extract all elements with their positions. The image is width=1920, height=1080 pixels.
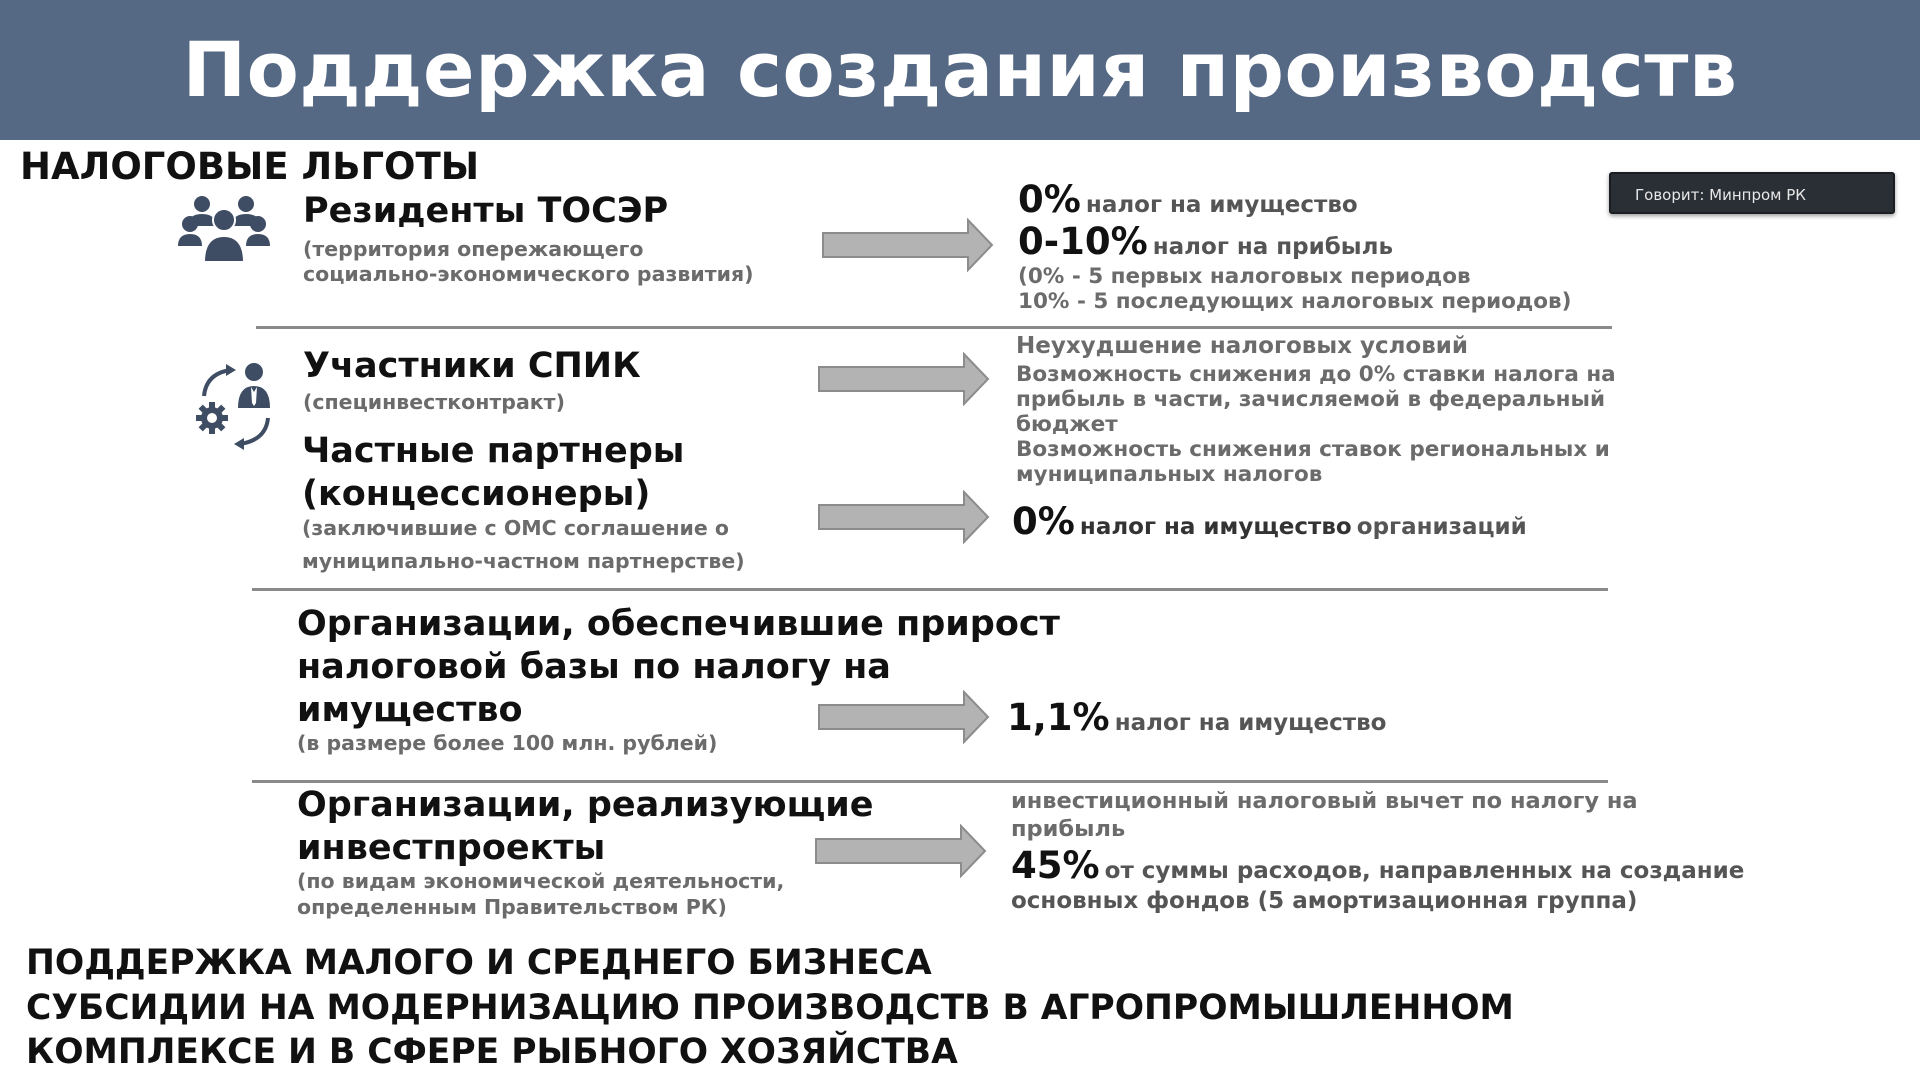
invest-subtitle-1: (по видам экономической деятельности, — [297, 869, 785, 893]
percent-value: 0-10% — [1018, 220, 1148, 263]
tosep-profit-tax — [1018, 220, 1393, 263]
partners-title-2: (концессионеры) — [302, 474, 651, 514]
spik-benefit-5: Возможность снижения ставок региональных и — [1016, 437, 1610, 462]
partners-title-1: Частные партнеры — [302, 431, 685, 471]
partners-subtitle-1: (заключившие с ОМС соглашение о — [302, 516, 729, 540]
percent-value: 0% — [1018, 178, 1081, 221]
tosep-subtitle-2: социально-экономического развития) — [303, 262, 754, 286]
percent-label: налог на прибыль — [1152, 234, 1393, 260]
invest-line-4: основных фондов (5 амортизационная группа) — [1011, 888, 1638, 914]
slide-header — [0, 0, 1920, 140]
percent-label: налог на имущество — [1085, 192, 1358, 218]
invest-line-1: инвестиционный налоговый вычет по налогу на — [1011, 788, 1638, 814]
tosep-note-2: 10% - 5 последующих налоговых периодов) — [1018, 289, 1572, 314]
spik-subtitle: (специнвестконтракт) — [303, 390, 565, 414]
slide-title: Поддержка создания производств — [182, 25, 1738, 114]
growth-title-3: имущество — [297, 690, 523, 730]
tosep-subtitle-1: (территория опережающего — [303, 237, 644, 261]
spik-benefit-4: бюджет — [1016, 412, 1118, 437]
arrow-right-icon — [818, 690, 990, 744]
speaker-indicator: Говорит: Минпром РК — [1609, 172, 1895, 214]
tosep-note-1: (0% - 5 первых налоговых периодов — [1018, 264, 1471, 289]
percent-value: 0% — [1012, 500, 1075, 543]
invest-title-1: Организации, реализующие — [297, 785, 874, 825]
spik-benefit-6: муниципальных налогов — [1016, 462, 1323, 487]
percent-value: 1,1% — [1007, 696, 1110, 739]
spik-benefit-3: прибыль в части, зачисляемой в федеральный — [1016, 387, 1606, 412]
divider — [252, 780, 1608, 783]
invest-deduction — [1011, 844, 1744, 887]
bottom-heading-sme: ПОДДЕРЖКА МАЛОГО И СРЕДНЕГО БИЗНЕСА — [26, 943, 932, 983]
percent-label: от суммы расходов, направленных на создание — [1104, 858, 1745, 884]
growth-title-2: налоговой базы по налогу на — [297, 647, 891, 687]
arrow-right-icon — [822, 218, 994, 272]
section-title: НАЛОГОВЫЕ ЛЬГОТЫ — [20, 145, 480, 188]
tosep-property-tax — [1018, 178, 1358, 221]
partners-property-tax — [1012, 500, 1527, 543]
manager-cycle-icon — [188, 360, 278, 450]
divider — [256, 326, 1612, 329]
invest-subtitle-2: определенным Правительством РК) — [297, 895, 727, 919]
arrow-right-icon — [818, 352, 990, 406]
percent-label-tail: организаций — [1356, 514, 1527, 540]
percent-label: налог на имущество — [1079, 514, 1352, 540]
percent-value: 45% — [1011, 844, 1100, 887]
group-people-icon — [178, 190, 270, 266]
bottom-heading-subsidies-1: СУБСИДИИ НА МОДЕРНИЗАЦИЮ ПРОИЗВОДСТВ В АГРОПРОМЫШЛЕННОМ — [26, 988, 1514, 1028]
growth-property-tax — [1007, 696, 1386, 739]
growth-subtitle: (в размере более 100 млн. рублей) — [297, 731, 718, 755]
growth-title-1: Организации, обеспечившие прирост — [297, 604, 1060, 644]
bottom-heading-subsidies-2: КОМПЛЕКСЕ И В СФЕРЕ РЫБНОГО ХОЗЯЙСТВА — [26, 1032, 958, 1072]
divider — [252, 588, 1608, 591]
spik-benefit-2: Возможность снижения до 0% ставки налога на — [1016, 362, 1616, 387]
invest-title-2: инвестпроекты — [297, 828, 606, 868]
tosep-title: Резиденты ТОСЭР — [303, 191, 669, 231]
arrow-right-icon — [815, 824, 987, 878]
spik-benefit-1: Неухудшение налоговых условий — [1016, 333, 1469, 359]
partners-subtitle-2: муниципально-частном партнерстве) — [302, 549, 745, 573]
percent-label: налог на имущество — [1114, 710, 1387, 736]
spik-title: Участники СПИК — [303, 346, 641, 386]
invest-line-2: прибыль — [1011, 816, 1126, 842]
arrow-right-icon — [818, 490, 990, 544]
